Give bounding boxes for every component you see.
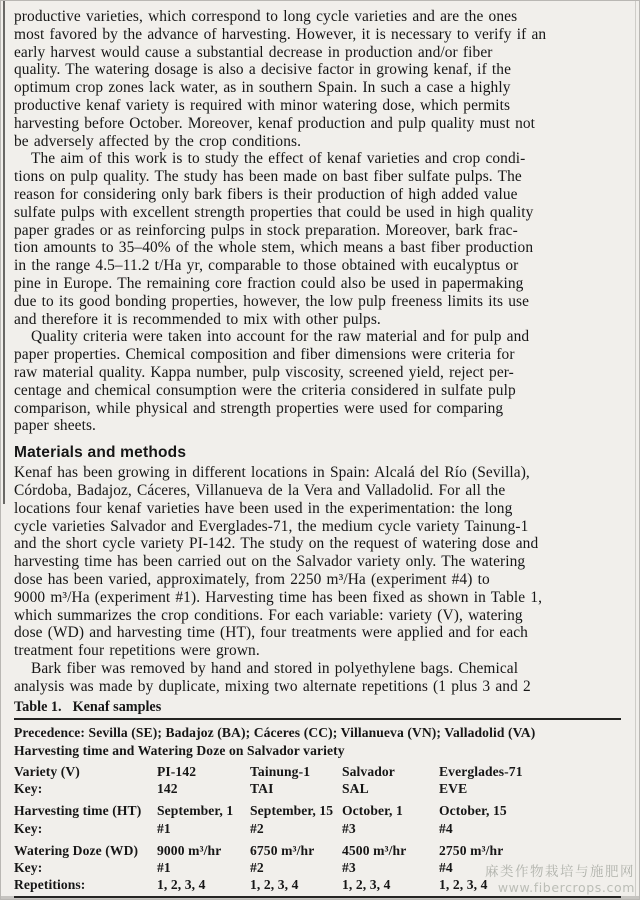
- table-cell: September, 15: [250, 803, 334, 819]
- table-cell: #3: [342, 859, 356, 875]
- text-line: comparison, while physical and strength properties were used for comparing: [14, 399, 504, 417]
- text-line: centage and chemical consumption were the criteria considered in sulfate pulp: [14, 381, 516, 399]
- section-heading: Materials and methods: [14, 444, 187, 462]
- table-cell: #1: [157, 820, 171, 836]
- table-caption: [14, 700, 621, 715]
- table-cell: September, 1: [157, 803, 234, 819]
- text-line: quality. The watering dosage is also a decisive factor in growing kenaf, if the: [14, 61, 512, 79]
- table-cell: Salvador: [342, 763, 395, 779]
- text-line: and the short cycle variety PI-142. The study on the request of watering dose and: [14, 535, 539, 553]
- text-line: tion amounts to 35–40% of the whole stem, which means a bast fiber production: [14, 239, 534, 257]
- table-cell: SAL: [342, 781, 369, 797]
- text-line: in the range 4.5–11.2 t/Ha yr, comparable to those obtained with eucalyptus or: [14, 257, 519, 275]
- table-row: [14, 842, 621, 859]
- table-row: [14, 763, 621, 780]
- scan-edge-left: [3, 1, 5, 504]
- scan-edge-right: [635, 1, 636, 899]
- paragraph: [14, 8, 621, 150]
- table-row-group: [14, 802, 621, 836]
- text-line: early harvest would cause a substantial decrease in production and/or fiber: [14, 43, 493, 61]
- table-cell: #2: [250, 859, 264, 875]
- text-line: sulfate pulps with excellent strength properties that could be used in high quality: [14, 203, 534, 221]
- text-line: productive kenaf variety is required with minor watering dose, which permits: [14, 96, 511, 114]
- table-cell: 1, 2, 3, 4: [250, 877, 299, 893]
- note-line: Harvesting time and Watering Doze on Salvador variety: [14, 742, 345, 758]
- paragraph: [14, 150, 621, 328]
- text-line: which summarizes the crop conditions. For each variable: variety (V), watering: [14, 606, 523, 624]
- table-cell: 1, 2, 3, 4: [342, 877, 391, 893]
- table-cell: #2: [250, 820, 264, 836]
- table-cell: #3: [342, 820, 356, 836]
- page-content: [14, 8, 621, 898]
- table-notes: [14, 724, 621, 758]
- table-cell: 6750 m³/hr: [250, 842, 315, 858]
- table-row-label: Variety (V): [14, 763, 80, 779]
- table-cell: EVE: [439, 781, 468, 797]
- watermark-site-name: 麻类作物栽培与施肥网: [485, 864, 635, 880]
- text-line: paper properties. Chemical composition and fiber dimensions were criteria for: [14, 346, 515, 364]
- text-line: paper sheets.: [14, 417, 96, 435]
- text-line: reason for considering only bark fibers is their production of high added value: [14, 185, 518, 203]
- text-line: productive varieties, which correspond to long cycle varieties and are the ones: [14, 8, 518, 25]
- table-cell: Everglades-71: [439, 763, 523, 779]
- watermark: [485, 865, 635, 895]
- table-cell: PI-142: [157, 763, 197, 779]
- text-line: Córdoba, Badajoz, Cáceres, Villanueva de la Vera and Valladolid. For all the: [14, 481, 506, 499]
- paragraph: [14, 464, 621, 660]
- paragraph: [14, 660, 621, 696]
- table-row: [14, 780, 621, 797]
- table-row-label: Key:: [14, 781, 43, 797]
- note-line: Precedence: Sevilla (SE); Badajoz (BA); Cáceres (CC); Villanueva (VN); Valladolid (VA): [14, 725, 536, 741]
- text-line: Bark fiber was removed by hand and stored in polyethylene bags. Chemical: [31, 659, 519, 677]
- watermark-site-url: www.fibercrops.com: [497, 880, 635, 895]
- text-line: Quality criteria were taken into account for the raw material and for pulp and: [31, 328, 530, 346]
- table-cell: 142: [157, 781, 178, 797]
- text-line: and therefore it is recommended to mix with other pulps.: [14, 310, 381, 328]
- table-cell: October, 15: [439, 803, 507, 819]
- text-line: pine in Europe. The remaining core fraction could also be used in papermaking: [14, 274, 524, 292]
- text-line: dose (WD) and harvesting time (HT), four treatments were applied and for each: [14, 624, 528, 642]
- table-cell: #4: [439, 859, 453, 875]
- table-row: [14, 820, 621, 837]
- text-line: due to its good bonding properties, however, the low pulp freeness limits its use: [14, 292, 530, 310]
- text-line: locations four kenaf varieties have been used in the experimentation: the long: [14, 499, 513, 517]
- text-line: Kenaf has been growing in different locations in Spain: Alcalá del Río (Sevilla),: [14, 464, 530, 482]
- table-rule-bottom: [14, 896, 621, 898]
- table-row-group: [14, 763, 621, 797]
- text-line: cycle varieties Salvador and Everglades-71, the medium cycle variety Tainung-1: [14, 517, 529, 535]
- table-cell: 2750 m³/hr: [439, 842, 504, 858]
- table-cell: #1: [157, 859, 171, 875]
- text-line: treatment four repetitions were grown.: [14, 642, 260, 660]
- text-line: harvesting before October. Moreover, kenaf production and pulp quality must not: [14, 114, 536, 132]
- text-line: optimum crop zones lack water, as in southern Spain. In such a case a highly: [14, 79, 511, 97]
- text-line: be adversely affected by the crop conditions.: [14, 132, 302, 150]
- text-line: 9000 m³/Ha (experiment #1). Harvesting time has been fixed as shown in Table 1,: [14, 588, 543, 606]
- text-line: paper grades or as reinforcing pulps in stock preparation. Moreover, bark frac-: [14, 221, 518, 239]
- table-cell: #4: [439, 820, 453, 836]
- text-line: most favored by the advance of harvesting. However, it is necessary to verify if an: [14, 25, 547, 43]
- table-cell: TAI: [250, 781, 274, 797]
- text-line: raw material quality. Kappa number, pulp viscosity, screened yield, reject per-: [14, 363, 514, 381]
- table-cell: 4500 m³/hr: [342, 842, 407, 858]
- text-line: dose has been varied, approximately, from 2250 m³/Ha (experiment #4) to: [14, 570, 490, 588]
- table-rule-top: [14, 718, 621, 720]
- text-line: tions on pulp quality. The study has been made on bast fiber sulfate pulps. The: [14, 168, 522, 186]
- table-row-label: Watering Doze (WD): [14, 842, 139, 858]
- table-row-label: Key:: [14, 820, 43, 836]
- table-cell: 9000 m³/hr: [157, 842, 222, 858]
- table-row-label: Key:: [14, 859, 43, 875]
- table-cell: October, 1: [342, 803, 403, 819]
- paragraph: [14, 328, 621, 435]
- table-cell: Tainung-1: [250, 763, 311, 779]
- text-line: analysis was made by duplicate, mixing two alternate repetitions (1 plus 3 and 2: [14, 677, 531, 695]
- table-row-label: Harvesting time (HT): [14, 803, 142, 819]
- table-cell: 1, 2, 3, 4: [439, 877, 488, 893]
- text-line: The aim of this work is to study the effect of kenaf varieties and crop condi-: [31, 150, 526, 168]
- table-row-label: Repetitions:: [14, 877, 86, 893]
- table-row: [14, 802, 621, 819]
- table-caption-text: Kenaf samples: [72, 699, 162, 716]
- table-cell: 1, 2, 3, 4: [157, 877, 206, 893]
- text-line: harvesting time has been carried out on the Salvador variety only. The watering: [14, 553, 526, 571]
- table-caption-label: Table 1.: [14, 699, 62, 716]
